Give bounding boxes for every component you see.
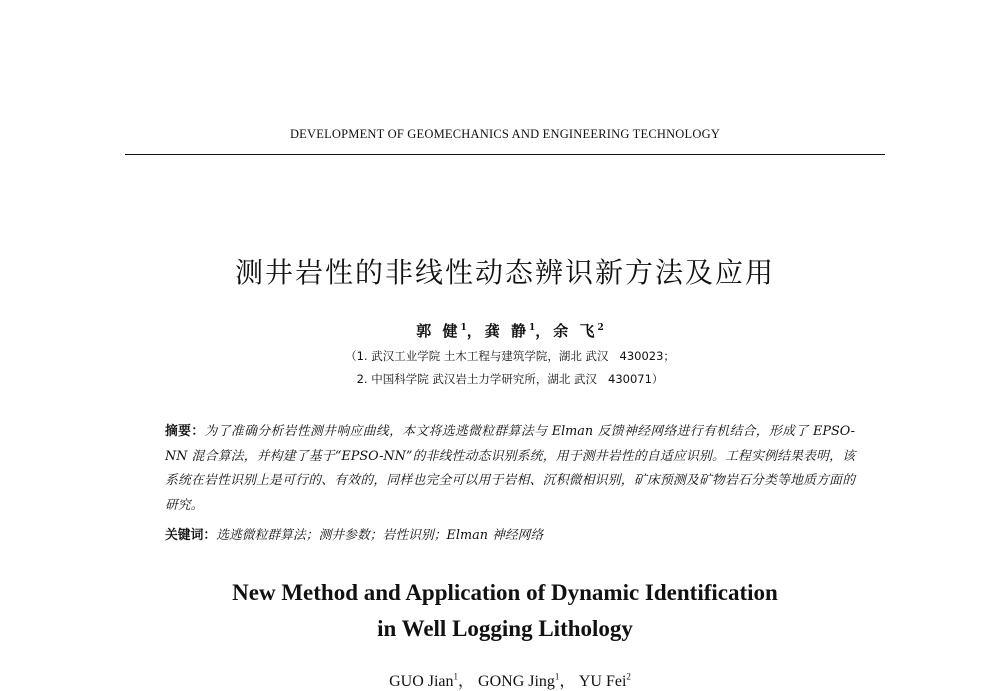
author-2-cn: 龚 静 <box>484 322 529 340</box>
affiliation-1: （1. 武汉工业学院 土木工程与建筑学院，湖北 武汉 430023； <box>345 349 675 363</box>
keywords-label: 关键词： <box>165 528 217 543</box>
author-3-cn: 余 飞 <box>553 322 598 340</box>
author-2-en-affil: 1 <box>554 671 560 682</box>
author-1-en: GUO Jian <box>389 673 454 690</box>
author-1-cn: 郭 健 <box>416 322 461 340</box>
author-3-en-affil: 2 <box>626 671 631 682</box>
english-authors <box>300 668 720 691</box>
author-1-en-affil: 1 <box>453 671 459 682</box>
header-rule <box>125 154 885 155</box>
keywords-text: 选逃微粒群算法；测井参数；岩性识别；Elman 神经网络 <box>216 528 544 543</box>
abstract-label: 摘要： <box>165 424 205 439</box>
affiliation-2: 2. 中国科学院 武汉岩土力学研究所，湖北 武汉 430071） <box>356 372 664 386</box>
keywords <box>165 526 855 546</box>
author-sep: ， <box>535 322 554 340</box>
english-title <box>100 575 910 647</box>
english-title-line-1: New Method and Application of Dynamic Identification <box>232 580 778 605</box>
author-2-cn-affil: 1 <box>528 323 536 333</box>
journal-header: DEVELOPMENT OF GEOMECHANICS AND ENGINEERING TECHNOLOGY <box>289 127 721 141</box>
author-sep: ， <box>559 673 579 690</box>
author-1-cn-affil: 1 <box>460 323 467 333</box>
abstract <box>165 420 855 518</box>
chinese-authors <box>300 320 720 341</box>
author-3-cn-affil: 2 <box>597 323 604 333</box>
author-sep: ， <box>458 673 479 690</box>
author-3-en: YU Fei <box>578 673 627 690</box>
author-sep: ， <box>466 322 485 340</box>
chinese-title: 测井岩性的非线性动态辨识新方法及应用 <box>234 256 775 289</box>
abstract-text: 为了准确分析岩性测井响应曲线，本文将选逃微粒群算法与 Elman 反馈神经网络进行有机结合，形成了 EPSO-NN 混合算法，并构建了基于“EPSO-NN”的非线性动态识别系统，用于测井岩性的自适应识别。工程实例结果表明，该系统在岩性识别上是可行的、有效的，同样也完全可以用于岩相、沉积微相识别，矿床预测及矿物岩石分类等地质方面的研究。 <box>165 424 855 513</box>
author-2-en: GONG Jing <box>478 673 555 690</box>
english-title-line-2: in Well Logging Lithology <box>377 616 633 641</box>
